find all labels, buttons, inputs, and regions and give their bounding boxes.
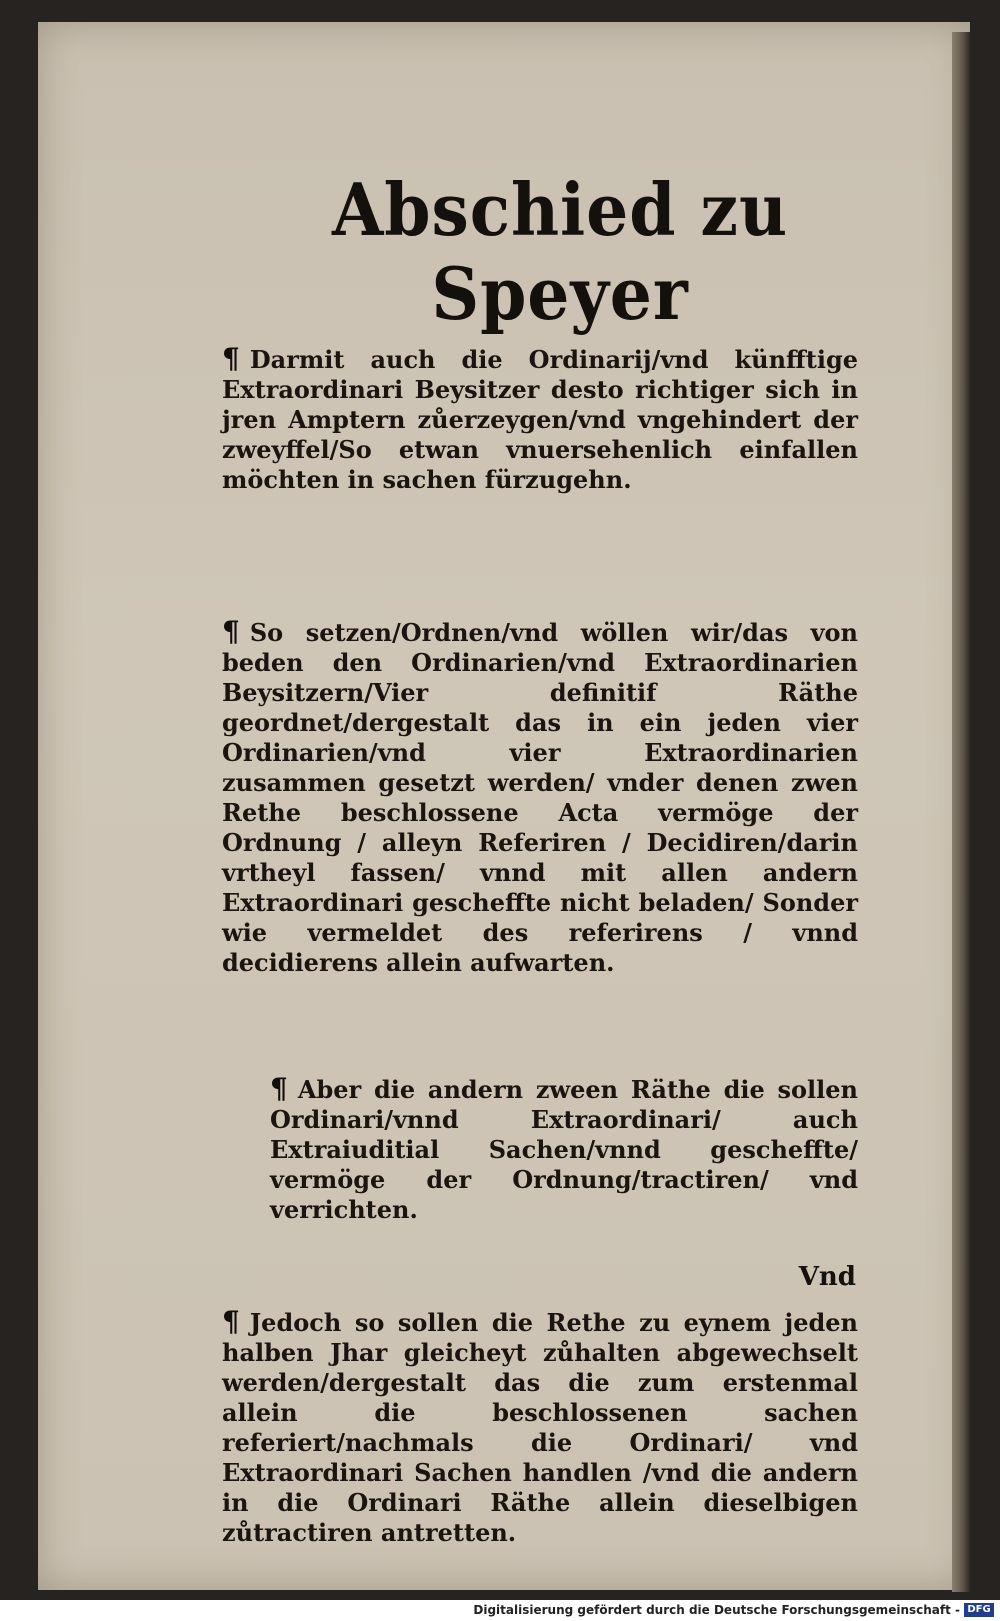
pilcrow-icon: ¶	[222, 615, 240, 648]
pilcrow-icon: ¶	[270, 1072, 288, 1105]
catchword: Vnd	[798, 1262, 856, 1292]
paragraph-3-text: Aber die andern zween Räthe die sollen Ordinari/vnnd Extraordinari/ auch Extraiuditial Sachen/vnnd gescheffte/ vermöge der Ordnung/tractiren/ vnd verrichten.	[270, 1075, 858, 1224]
paragraph-4-text: Jedoch so sollen die Rethe zu eynem jeden halben Jhar gleicheyt zůhalten abgewechselt werden/dergestalt das die zum erstenmal allein die beschlossenen sachen referiert/nachmals die Ordinari/ vnd Extraordinari Sachen handlen /vnd die andern in die Ordinari Räthe allein dieselbigen zůtractiren antretten.	[222, 1308, 858, 1547]
page-edge	[952, 32, 970, 1592]
paragraph-1-text: Darmit auch die Ordinarij/vnd künfftige Extraordinari Beysitzer desto richtiger sich in jren Amptern zůerzeygen/vnd vngehindert der zweyffel/So etwan vnuersehenlich einfallen möchten in sachen fürzugehn.	[222, 345, 858, 494]
footer-credit: Digitalisierung gefördert durch die Deutsche Forschungsgemeinschaft -	[473, 1603, 960, 1617]
paragraph-1	[222, 344, 858, 495]
running-head: Abschied zu Speyer	[331, 167, 789, 336]
pilcrow-icon: ¶	[222, 1305, 240, 1338]
pilcrow-icon: ¶	[222, 342, 240, 375]
paragraph-2-text: So setzen/Ordnen/vnd wöllen wir/das von beden den Ordinarien/vnd Extraordinarien Beysitzern/Vier definitif Räthe geordnet/dergestalt das in ein jeden vier Ordinarien/vnd vier Extraordinarien zusammen gesetzt werden/ vnder denen zwen Rethe beschlossene Acta vermöge der Ordnung / alleyn Referiren / Decidiren/darin vrtheyl fassen/ vnnd mit allen andern Extraordinari gescheffte nicht beladen/ Sonder wie vermeldet des referirens / vnnd decidierens allein aufwarten.	[222, 618, 858, 977]
footer-bar	[0, 1600, 1000, 1621]
dfg-logo-icon: DFG	[964, 1603, 994, 1617]
paragraph-3	[222, 1074, 858, 1225]
paragraph-2	[222, 617, 858, 978]
paragraph-4	[222, 1307, 858, 1548]
page-content	[222, 168, 858, 1548]
